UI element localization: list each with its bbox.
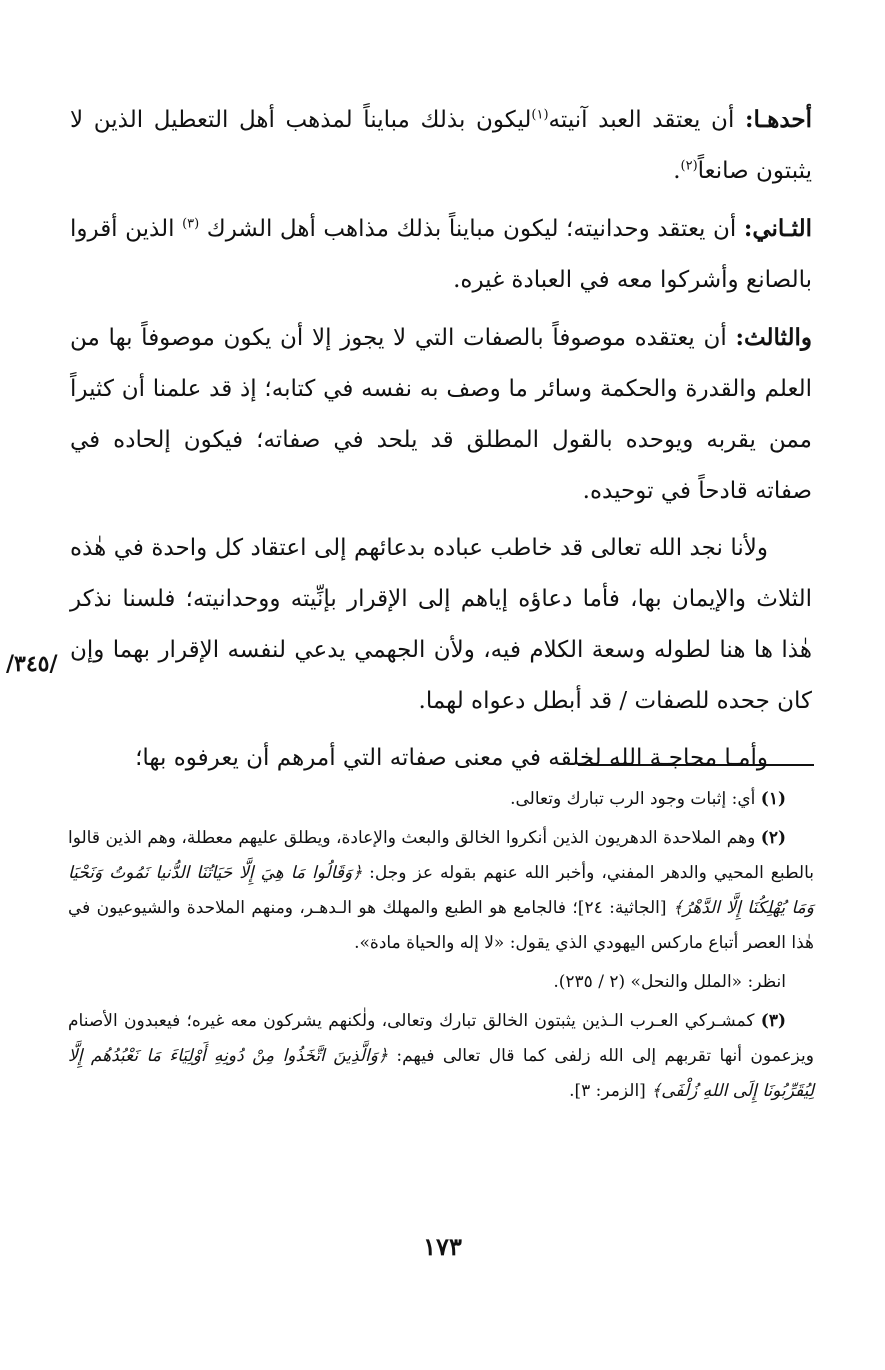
footnote-ref: (٢) — [680, 158, 698, 174]
footnote-text: [الزمر: ٣]. — [569, 1081, 646, 1101]
footnote-2-source — [68, 965, 814, 1000]
footnote-2 — [68, 821, 814, 961]
footnote-text: كمشـركي العـرب الـذين يثبتون الخالق تبارك وتعالى، ولٰكنهم يشركون معه غيره؛ فيعبدون الأصنام ويزعمون أنها تقربهم إلى الله زلفى كما قال تعالى فيهم: — [68, 1011, 814, 1066]
footnote-3 — [68, 1004, 814, 1109]
footnote-text: وهم الملاحدة الدهريون الذين أنكروا الخالق والبعث والإعادة، ويطلق عليهم معطلة، وهم الذين قالوا بالطبع المحيي والدهر المفني، وأخبر الله عنهم بقوله عز وجل: — [68, 828, 815, 883]
footnote-1 — [68, 782, 814, 817]
paragraph-text: وأمـا محاجـة الله لخلقه في معنى صفاته التي أمرهم أن يعرفوه بها؛ — [135, 745, 768, 771]
paragraph-text: . — [673, 158, 681, 184]
footnote-number: (٢) — [760, 828, 786, 848]
footnote-ref: (١) — [531, 107, 549, 123]
paragraph-text: الذين أقروا بالصانع وأشركوا معه في العبادة غيره. — [70, 216, 812, 293]
paragraph-second — [70, 203, 812, 306]
paragraph-fifth — [70, 733, 812, 784]
paragraph-text: أن يعتقد وحدانيته؛ ليكون مبايناً بذلك مذاهب أهل الشرك — [206, 216, 737, 242]
footnote-number: (٣) — [760, 1011, 786, 1031]
footnote-text: [الجاثية: ٢٤]؛ فالجامع هو الطبع والمهلك هو الـدهـر، ومنهم الملاحدة والشيوعيون في هٰذا العصر أتباع ماركس اليهودي الذي يقول: «لا إله والحياة مادة». — [68, 898, 814, 953]
page-number: ١٧٣ — [423, 1232, 462, 1261]
footnote-ref: (٣) — [182, 216, 200, 232]
paragraph-text: ولأنا نجد الله تعالى قد خاطب عباده بدعائهم إلى اعتقاد كل واحدة في هٰذه الثلاث والإيمان بها، فأما دعاؤه إياهم إلى الإقرار بإنِّيته ووحدانيته؛ فلسنا نذكر هٰذا ها هنا لطوله وسعة الكلام فيه، ولأن الجهمي يدعي لنفسه الإقرار بهما وإن كان جحده للصفات / قد أبطل دعواه لهما. — [70, 535, 813, 714]
paragraph-third — [70, 312, 812, 517]
footnote-divider — [578, 764, 814, 766]
margin-page-reference: /٣٤٥/ — [6, 651, 58, 677]
paragraph-text: أن يعتقد العبد آنيته — [548, 107, 735, 133]
paragraph-lead: والثالث: — [735, 324, 812, 351]
main-text — [70, 94, 812, 790]
paragraph-fourth — [70, 523, 812, 727]
footnote-text: أي: إثبات وجود الرب تبارك وتعالى. — [510, 789, 756, 809]
paragraph-text: أن يعتقده موصوفاً بالصفات التي لا يجوز إلا أن يكون موصوفاً بها من العلم والقدرة والحكمة وسائر ما وصف به نفسه في كتابه؛ إذ قد علمنا أن كثيراً ممن يقربه ويوحده بالقول المطلق قد يلحد في صفاته؛ فيكون إلحاده في صفاته قادحاً في توحيده. — [70, 325, 812, 504]
footnotes — [68, 782, 814, 1113]
paragraph-lead: أحدهـا: — [744, 106, 812, 133]
footnote-text: انظر: «الملل والنحل» (٢ / ٢٣٥). — [553, 972, 786, 992]
paragraph-first — [70, 94, 812, 197]
footnote-number: (١) — [760, 789, 786, 809]
paragraph-lead: الثـاني: — [743, 215, 813, 242]
paragraph-text: ليكون بذلك مبايناً لمذهب أهل التعطيل الذين لا يثبتون صانعاً — [70, 107, 812, 184]
quran-quote: ﴿وَالَّذِينَ اتَّخَذُوا مِنْ دُونِهِ أَوْلِيَاءَ مَا نَعْبُدُهُم إِلَّا لِيُقَرِّبُونَا إِلَى اللهِ زُلْفَى﴾ — [68, 1046, 814, 1101]
quran-quote: ﴿وَقَالُوا مَا هِيَ إِلَّا حَيَاتُنَا الدُّنيا نَمُوتُ وَنَحْيَا وَمَا يُهْلِكُنَا إِلَّا الدَّهْرُ﴾ — [68, 863, 814, 918]
